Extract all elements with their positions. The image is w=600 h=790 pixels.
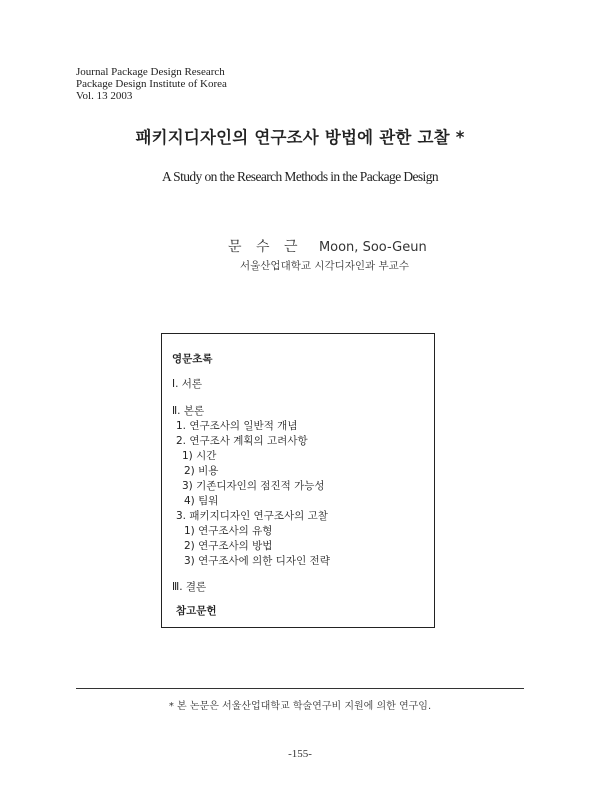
author [228,236,427,256]
journal-info [76,66,227,102]
toc-item: 2. 연구조사 계획의 고려사항 [176,435,308,447]
toc-item: Ⅲ. 결론 [172,581,207,593]
toc-item: 3) 기존디자인의 점진적 가능성 [182,480,325,492]
journal-volume: Vol. 13 2003 [76,90,133,102]
table-of-contents [161,333,435,628]
toc-item: 2) 연구조사의 방법 [184,540,273,552]
journal-publisher: Package Design Institute of Korea [76,78,227,90]
toc-item: 3. 패키지디자인 연구조사의 고찰 [176,510,328,522]
toc-item: Ⅱ. 본론 [172,405,205,417]
toc-item: Ⅰ. 서론 [172,378,203,390]
page-number: -155- [288,748,312,760]
author-affiliation: 서울산업대학교 시각디자인과 부교수 [240,260,409,272]
footnote: * 본 논문은 서울산업대학교 학술연구비 지원에 의한 연구임. [168,701,432,712]
author-name-korean: 문 수 근 [228,239,303,255]
paper-title-korean: 패키지디자인의 연구조사 방법에 관한 고찰 * [135,128,465,147]
footnote-divider [76,688,524,689]
toc-item: 1) 시간 [182,450,217,462]
author-name-english: Moon, Soo-Geun [318,240,427,255]
toc-item: 4) 팀워 [184,495,219,507]
paper-title-english: A Study on the Research Methods in the Package Design [161,169,439,184]
toc-item: 1. 연구조사의 일반적 개념 [176,420,298,432]
toc-item: 2) 비용 [184,465,219,477]
journal-name: Journal Package Design Research [76,66,225,78]
toc-item: 3) 연구조사에 의한 디자인 전략 [184,555,330,567]
toc-item: 1) 연구조사의 유형 [184,525,273,537]
toc-item: 참고문헌 [176,605,217,617]
toc-abstract: 영문초록 [172,353,213,365]
